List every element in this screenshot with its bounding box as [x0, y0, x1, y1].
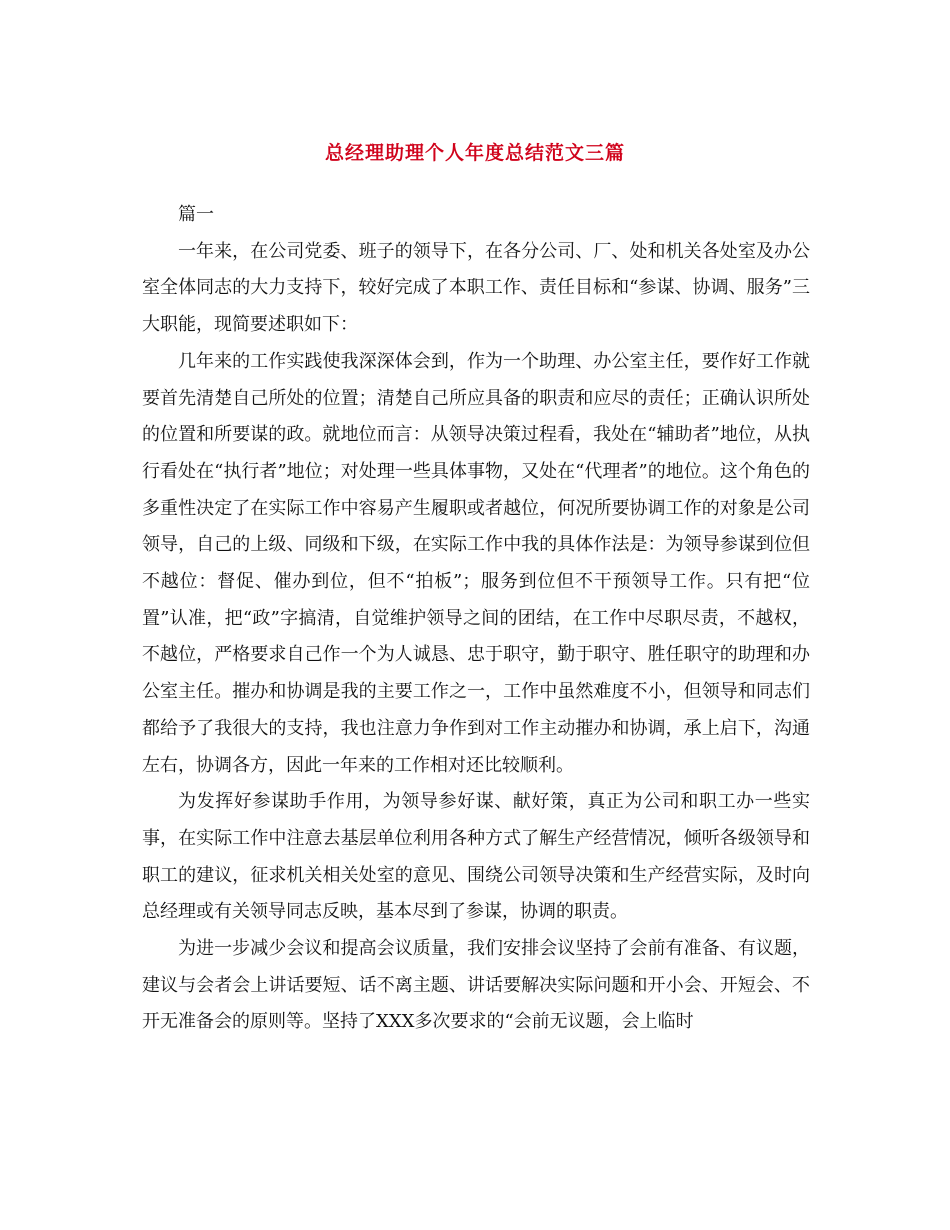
paragraph: 几年来的工作实践使我深深体会到，作为一个助理、办公室主任，要作好工作就要首先清楚自己所处的位置；清楚自己所应具备的职责和应尽的责任；正确认识所处的位置和所要谋的政。就地位而言：从领导决策过程看，我处在“辅助者”地位，从执行看处在“执行者”地位；对处理一些具体事物，又处在“代理者”的地位。这个角色的多重性决定了在实际工作中容易产生履职或者越位，何况所要协调工作的对象是公司领导，自己的上级、同级和下级，在实际工作中我的具体作法是：为领导参谋到位但不越位：督促、催办到位，但不“拍板”；服务到位但不干预领导工作。只有把“位置”认准，把“政”字搞清，自觉维护领导之间的团结，在工作中尽职尽责，不越权，不越位，严格要求自己作一个为人诚恳、忠于职守，勤于职守、胜任职守的助理和办公室主任。摧办和协调是我的主要工作之一，工作中虽然难度不小，但领导和同志们都给予了我很大的支持，我也注意力争作到对工作主动摧办和协调，承上启下，沟通左右，协调各方，因此一年来的工作相对还比较顺利。 — [142, 350, 810, 776]
document-body — [142, 197, 810, 1041]
paragraph: 为发挥好参谋助手作用，为领导参好谋、献好策，真正为公司和职工办一些实事，在实际工作中注意去基层单位利用各种方式了解生产经营情况，倾听各级领导和职工的建议，征求机关相关处室的意见、围绕公司领导决策和生产经营实际，及时向总经理或有关领导同志反映，基本尽到了参谋，协调的职责。 — [142, 791, 810, 923]
paragraph: 为进一步减少会议和提高会议质量，我们安排会议坚持了会前有准备、有议题，建议与会者会上讲话要短、话不离主题、讲话要解决实际问题和开小会、开短会、不开无准备会的原则等。坚持了XXX多次要求的“会前无议题，会上临时 — [142, 938, 810, 1033]
section-heading: 篇一 — [178, 204, 214, 225]
paragraph: 一年来，在公司党委、班子的领导下，在各分公司、厂、处和机关各处室及办公室全体同志的大力支持下，较好完成了本职工作、责任目标和“参谋、协调、服务”三大职能，现简要述职如下： — [142, 240, 810, 336]
document-title: 总经理助理个人年度总结范文三篇 — [324, 142, 625, 164]
